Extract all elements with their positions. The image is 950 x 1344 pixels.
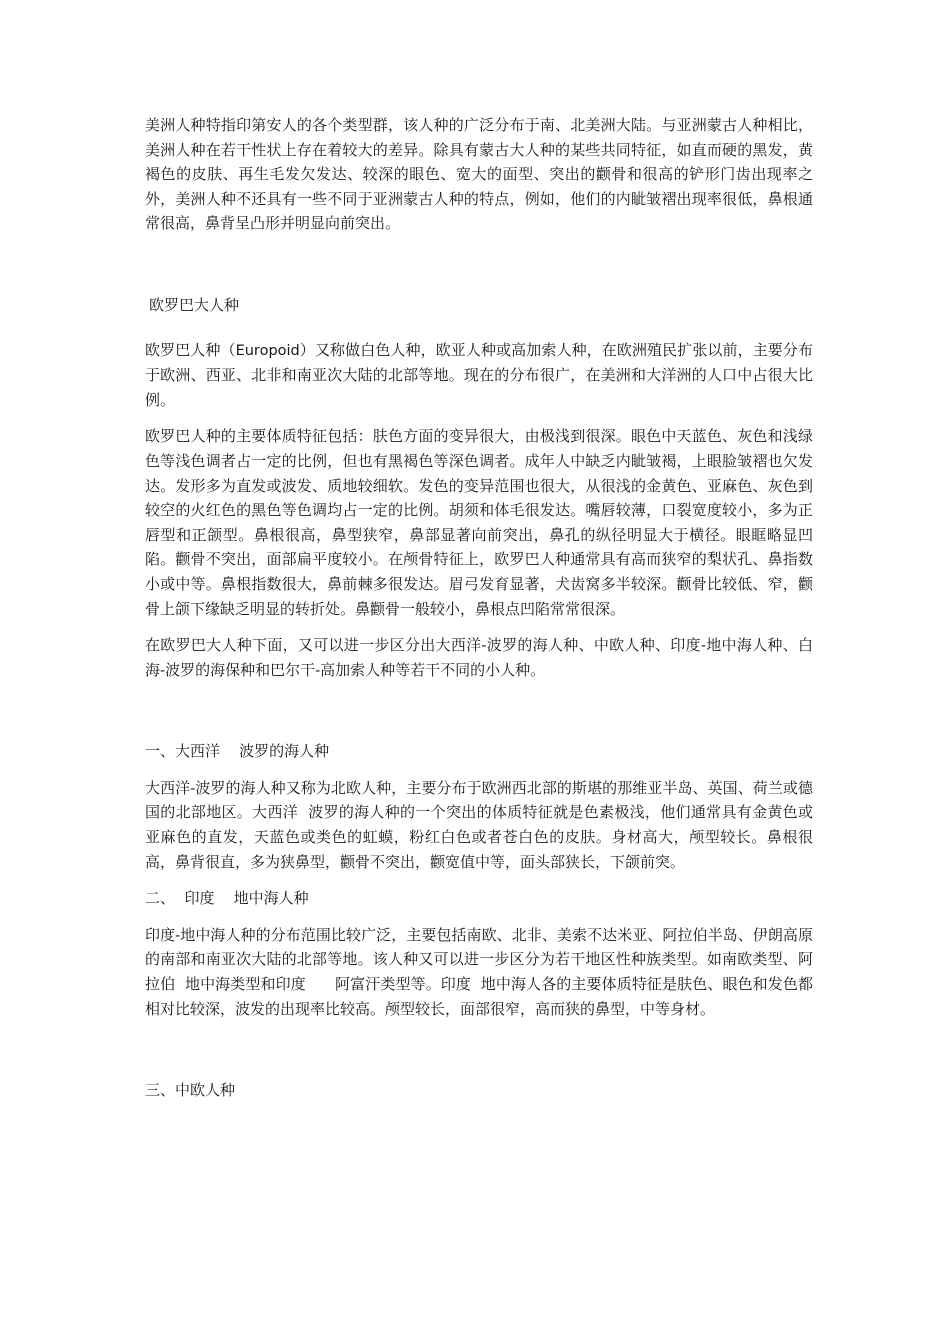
- section-3-heading: 三、中欧人种: [145, 1081, 236, 1100]
- section-1-heading: 一、大西洋 波罗的海人种: [145, 742, 330, 761]
- europoid-term: Europoid: [235, 342, 300, 359]
- section-1-paragraph: 大西洋-波罗的海人种又称为北欧人种，主要分布于欧洲西北部的斯堪的那维亚半岛、英国、荷兰或德国的北部地区。大西洋 波罗的海人种的一个突出的体质特征就是色素极浅，他们通常具有金黄色或亚麻色的直发，天蓝色或类色的虹蟆，粉红白色或者苍白色的皮肤。身材高大，颅型较长。鼻根很高，鼻背很直，多为狭鼻型，颧骨不突出，颧宽值中等，面头部狭长，下颌前突。: [145, 778, 813, 871]
- europe-heading: 欧罗巴大人种: [149, 295, 240, 314]
- europe-paragraph-1: [145, 338, 813, 413]
- europe-paragraph-2: 欧罗巴人种的主要体质特征包括：肤色方面的变异很大，由极浅到很深。眼色中天蓝色、灰色和浅绿色等浅色调者占一定的比例，但也有黑褐色等深色调者。成年人中缺乏内眦皱褐，上眼脸皱褶也欠发达。发形多为直发或波发、质地较细软。发色的变异范围也很大，从很浅的金黄色、亚麻色、灰色到较空的火红色的黑色等色调均占一定的比例。胡须和体毛很发达。嘴唇较薄，口裂宽度较小，多为正唇型和正颌型。鼻根很高，鼻型狭窄，鼻部显著向前突出，鼻孔的纵径明显大于横径。眼眶略显凹陷。颧骨不突出，面部扁平度较小。在颅骨特征上，欧罗巴人种通常具有高而狭窄的梨状孔、鼻指数小或中等。鼻根指数很大，鼻前棘多很发达。眉弓发育显著，犬齿窝多半较深。颧骨比较低、窄，颧骨上颌下缘缺乏明显的转折处。鼻颧骨一般较小，鼻根点凹陷常常很深。: [145, 427, 813, 618]
- europe-paragraph-3: 在欧罗巴大人种下面，又可以进一步区分出大西洋-波罗的海人种、中欧人种、印度-地中海人种、白海-波罗的海保种和巴尔干-高加索人种等若干不同的小人种。: [145, 636, 813, 679]
- section-2-heading: 二、 印度 地中海人种: [145, 889, 309, 908]
- document-body: [145, 113, 813, 1103]
- europe-paragraph-1-lead: 欧罗巴人种（: [145, 340, 236, 359]
- intro-paragraph: 美洲人种特指印第安人的各个类型群，该人种的广泛分布于南、北美洲大陆。与亚洲蒙古人种相比，美洲人种在若干性状上存在着较大的差异。除具有蒙古大人种的某些共同特征，如直而硬的黑发，黄褐色的皮肤、再生毛发欠发达、较深的眼色、宽大的面型、突出的颧骨和很高的铲形门齿出现率之外，美洲人种不还具有一些不同于亚洲蒙古人种的特点，例如，他们的内眦皱褶出现率很低，鼻根通常很高，鼻背呈凸形并明显向前突出。: [145, 116, 813, 233]
- europe-paragraph-1-rest: ）又称做白色人种，欧亚人种或高加索人种，在欧洲殖民扩张以前，主要分布于欧洲、西亚、北非和南亚次大陆的北部等地。现在的分布很广，在美洲和大洋洲的人口中占很大比例。: [145, 340, 813, 409]
- section-2-paragraph: 印度-地中海人种的分布范围比较广泛，主要包括南欧、北非、美索不达米亚、阿拉伯半岛、伊朗高原的南部和南亚次大陆的北部等地。该人种又可以进一步区分为若干地区性种族类型。如南欧类型、阿拉伯 地中海类型和印度 阿富汗类型等。印度 地中海人各的主要体质特征是肤色、眼色和发色都相对比较深，波发的出现率比较高。颅型较长，面部很窄，高而狭的鼻型，中等身材。: [145, 925, 813, 1018]
